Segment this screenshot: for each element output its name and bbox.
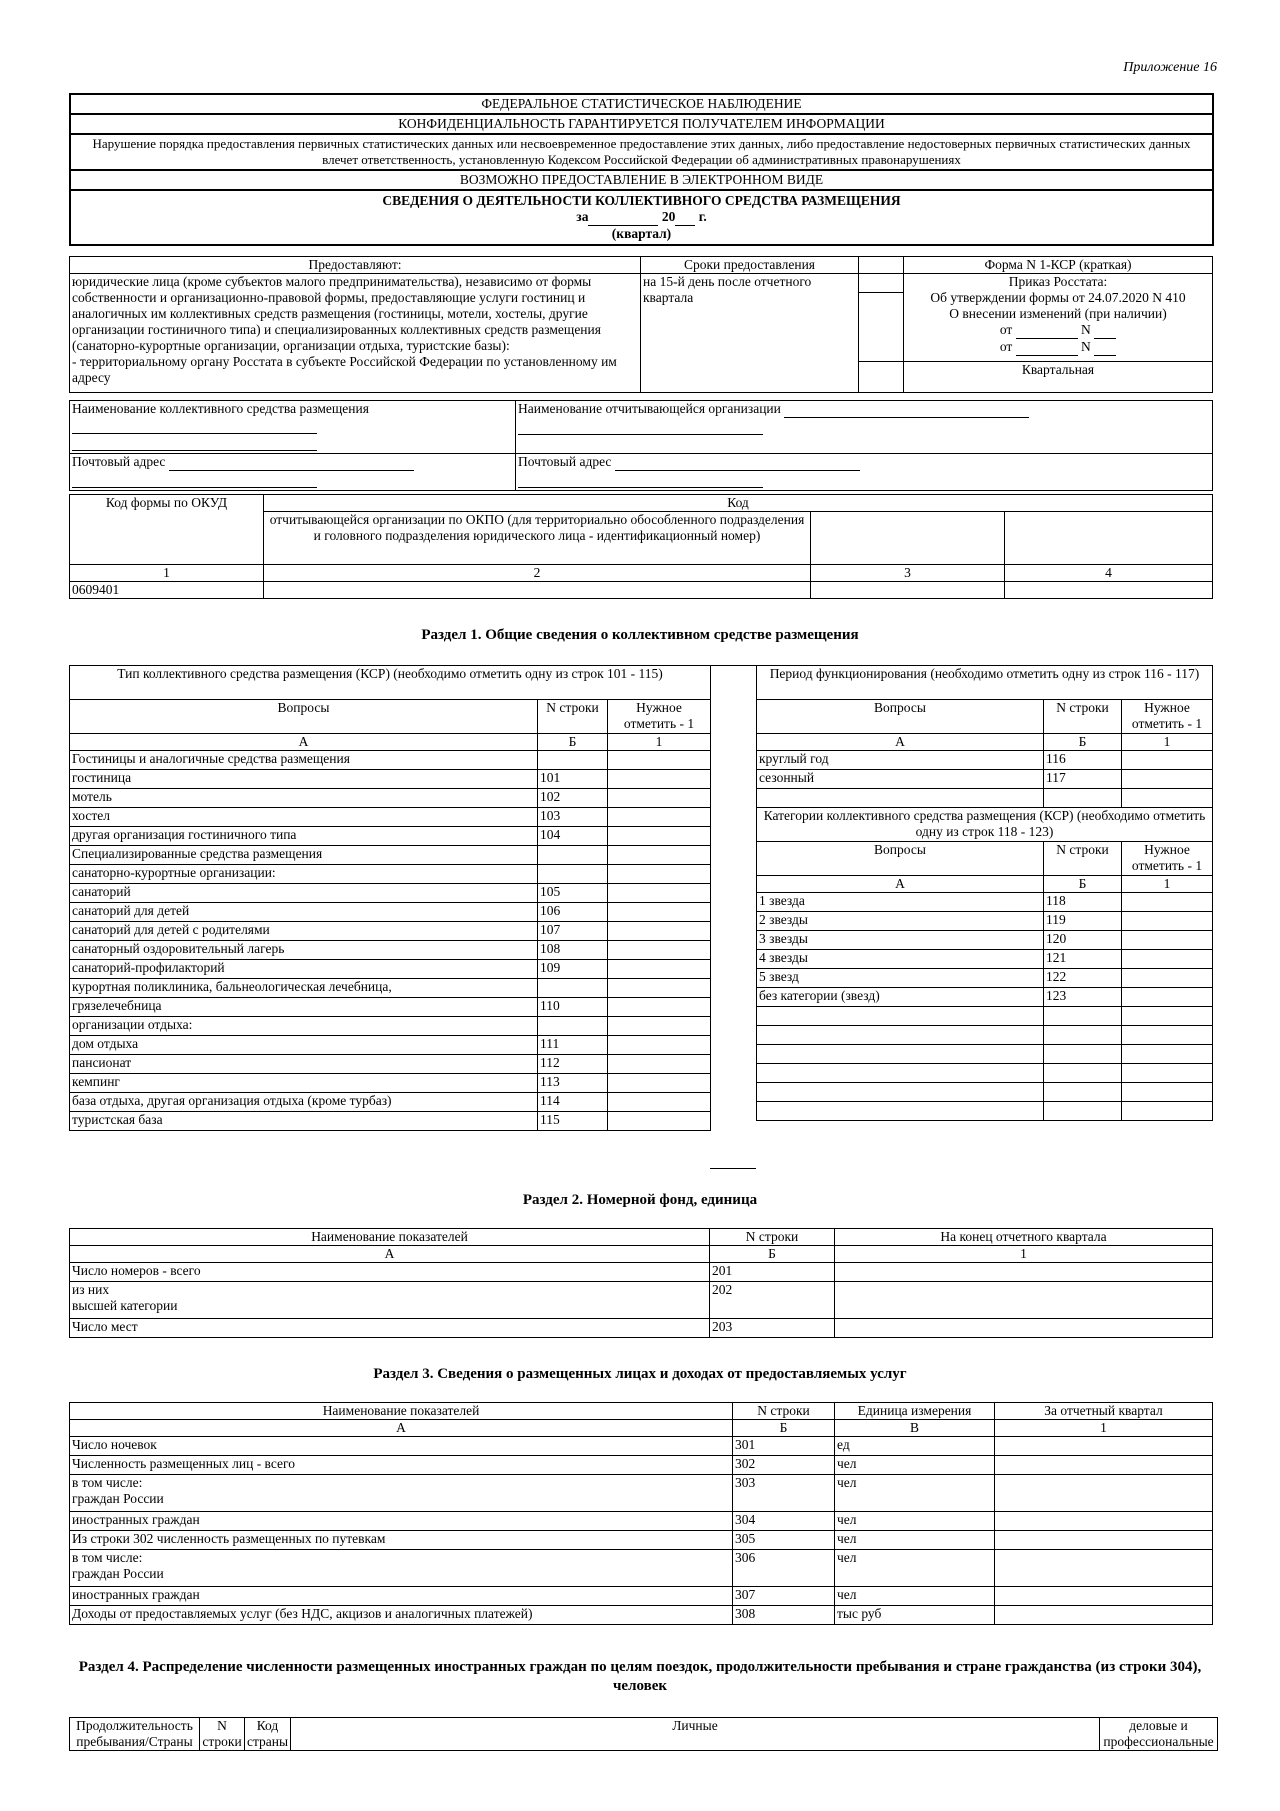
col-num: 3 — [811, 565, 1005, 582]
row-label: санаторий для детей с родителями — [70, 922, 538, 941]
row-number: 109 — [538, 960, 608, 979]
period-note: (квартал) — [611, 226, 672, 241]
col-mark: Нужное отметить - 1 — [1122, 842, 1213, 876]
mark-input[interactable] — [1122, 988, 1213, 1007]
table-row — [70, 1512, 1213, 1531]
col-business: деловые и профессиональные — [1100, 1718, 1218, 1751]
code-head: Код — [264, 495, 1213, 512]
row-label: другая организация гостиничного типа — [70, 827, 538, 846]
okpo-head: отчитывающейся организации по ОКПО (для территориально обособленного подразделения и головного подразделения юридического лица - идентификационный номер) — [264, 512, 811, 565]
mark-input[interactable] — [1122, 912, 1213, 931]
form-title-text: СВЕДЕНИЯ О ДЕЯТЕЛЬНОСТИ КОЛЛЕКТИВНОГО СРЕДСТВА РАЗМЕЩЕНИЯ — [382, 193, 901, 208]
row-number: 103 — [538, 808, 608, 827]
mark-input[interactable] — [608, 1093, 711, 1112]
table-row — [70, 1282, 1213, 1319]
mark-input[interactable] — [608, 903, 711, 922]
header-line2: КОНФИДЕНЦИАЛЬНОСТЬ ГАРАНТИРУЕТСЯ ПОЛУЧАТЕЛЕМ ИНФОРМАЦИИ — [70, 114, 1213, 134]
letter-1: 1 — [1122, 734, 1213, 751]
table-row — [70, 1093, 711, 1112]
letter-1: 1 — [835, 1246, 1213, 1263]
col-name: Наименование показателей — [70, 1403, 733, 1420]
value-input[interactable] — [995, 1437, 1213, 1456]
mark-input[interactable] — [1122, 931, 1213, 950]
row-label: гостиница — [70, 770, 538, 789]
table-row — [757, 969, 1213, 988]
row-number — [538, 865, 608, 884]
col-value: За отчетный квартал — [995, 1403, 1213, 1420]
code-input-3[interactable] — [811, 582, 1005, 599]
row-number — [538, 846, 608, 865]
table-row — [70, 1319, 1213, 1338]
row-number: 116 — [1044, 751, 1122, 770]
row-number: 108 — [538, 941, 608, 960]
section3-title: Раздел 3. Сведения о размещенных лицах и доходах от предоставляемых услуг — [373, 1366, 907, 1382]
organization-table — [69, 400, 1213, 491]
header-line1: ФЕДЕРАЛЬНОЕ СТАТИСТИЧЕСКОЕ НАБЛЮДЕНИЕ — [70, 94, 1213, 114]
letter-a: А — [757, 876, 1044, 893]
letter-a: А — [70, 1420, 733, 1437]
section1-title: Раздел 1. Общие сведения о коллективном средстве размещения — [421, 627, 859, 643]
table-row — [70, 884, 711, 903]
letter-b: Б — [733, 1420, 835, 1437]
letter-a: А — [70, 1246, 710, 1263]
mark-input[interactable] — [1122, 751, 1213, 770]
row-number: 122 — [1044, 969, 1122, 988]
table-row — [70, 1437, 1213, 1456]
deadline-head: Сроки предоставления — [641, 257, 859, 274]
table-row — [70, 941, 711, 960]
value-input[interactable] — [995, 1550, 1213, 1587]
organization-name-field[interactable]: Наименование отчитывающейся организации — [516, 401, 1213, 454]
mark-input[interactable] — [608, 941, 711, 960]
mark-input[interactable] — [608, 1036, 711, 1055]
row-number: 104 — [538, 827, 608, 846]
row-unit: чел — [835, 1587, 995, 1606]
header-electronic: ВОЗМОЖНО ПРЕДОСТАВЛЕНИЕ В ЭЛЕКТРОННОМ ВИДЕ — [70, 170, 1213, 190]
table-row — [70, 846, 711, 865]
approval-order: Приказ Росстата: Об утверждении формы от 24.07.2020 N 410 О внесении изменений (при наличии) от N от N — [904, 274, 1213, 362]
value-input[interactable] — [835, 1263, 1213, 1282]
row-unit: тыс руб — [835, 1606, 995, 1625]
letter-a: А — [757, 734, 1044, 751]
appendix-label: Приложение 16 — [1123, 60, 1217, 75]
row-label: 2 звезды — [757, 912, 1044, 931]
mark-input[interactable] — [608, 846, 711, 865]
row-number: 306 — [733, 1550, 835, 1587]
col-num: 1 — [70, 565, 264, 582]
row-label: иностранных граждан — [70, 1512, 733, 1531]
table-row — [757, 893, 1213, 912]
col-num: 2 — [264, 565, 811, 582]
col-value: На конец отчетного квартала — [835, 1229, 1213, 1246]
col-row-number: N строки — [1044, 700, 1122, 734]
value-input[interactable] — [995, 1512, 1213, 1531]
letter-b: Б — [710, 1246, 835, 1263]
row-label: 1 звезда — [757, 893, 1044, 912]
row-number: 203 — [710, 1319, 835, 1338]
row-number: 118 — [1044, 893, 1122, 912]
letter-b: Б — [1044, 734, 1122, 751]
mark-input[interactable] — [608, 1074, 711, 1093]
row-label: дом отдыха — [70, 1036, 538, 1055]
form-number: Форма N 1-КСР (краткая) — [904, 257, 1213, 274]
code-input-4[interactable] — [1005, 582, 1213, 599]
table-row — [70, 1587, 1213, 1606]
row-label: Специализированные средства размещения — [70, 846, 538, 865]
col-row-number: N строки — [1044, 842, 1122, 876]
value-input[interactable] — [995, 1587, 1213, 1606]
table-row — [757, 988, 1213, 1007]
mark-input[interactable] — [608, 827, 711, 846]
row-number: 114 — [538, 1093, 608, 1112]
mark-input[interactable] — [608, 1055, 711, 1074]
row-label: санаторий-профилакторий — [70, 960, 538, 979]
table-row — [70, 903, 711, 922]
col-num: 4 — [1005, 565, 1213, 582]
codes-table — [69, 494, 1213, 599]
col-name: Наименование показателей — [70, 1229, 710, 1246]
table-row — [70, 960, 711, 979]
row-number: 106 — [538, 903, 608, 922]
section1-right-table — [756, 665, 1213, 1121]
table-row — [70, 789, 711, 808]
row-number — [538, 1017, 608, 1036]
period-head: Период функционирования (необходимо отметить одну из строк 116 - 117) — [757, 666, 1213, 700]
row-number: 110 — [538, 998, 608, 1017]
section2-title: Раздел 2. Номерной фонд, единица — [522, 1192, 758, 1208]
row-unit: чел — [835, 1456, 995, 1475]
row-number: 304 — [733, 1512, 835, 1531]
value-input[interactable] — [995, 1456, 1213, 1475]
row-unit: чел — [835, 1531, 995, 1550]
col-questions: Вопросы — [757, 700, 1044, 734]
table-row — [70, 1606, 1213, 1625]
table-row — [70, 1017, 711, 1036]
table-row — [757, 770, 1213, 789]
row-label: в том числе: граждан России — [70, 1550, 733, 1587]
table-row — [70, 751, 711, 770]
row-label: кемпинг — [70, 1074, 538, 1093]
table-row — [70, 979, 711, 998]
col-questions: Вопросы — [70, 700, 538, 734]
row-label: санаторий — [70, 884, 538, 903]
section3-table — [69, 1402, 1213, 1625]
row-label: в том числе: граждан России — [70, 1475, 733, 1512]
row-label: пансионат — [70, 1055, 538, 1074]
row-number: 202 — [710, 1282, 835, 1319]
row-label: сезонный — [757, 770, 1044, 789]
table-row — [70, 1531, 1213, 1550]
section2-table — [69, 1228, 1213, 1338]
row-label: Число ночевок — [70, 1437, 733, 1456]
col-mark: Нужное отметить - 1 — [1122, 700, 1213, 734]
col-unit: Единица измерения — [835, 1403, 995, 1420]
row-label: 3 звезды — [757, 931, 1044, 950]
row-unit: чел — [835, 1550, 995, 1587]
mark-input[interactable] — [1122, 893, 1213, 912]
row-number: 305 — [733, 1531, 835, 1550]
table-row — [70, 1074, 711, 1093]
mark-input[interactable] — [608, 1112, 711, 1131]
col-row-number: N строки — [710, 1229, 835, 1246]
row-number: 117 — [1044, 770, 1122, 789]
category-head: Категории коллективного средства размещения (КСР) (необходимо отметить одну из строк 118 - 123) — [757, 808, 1213, 842]
col-row-number: N строки — [538, 700, 608, 734]
row-number: 307 — [733, 1587, 835, 1606]
col-questions: Вопросы — [757, 842, 1044, 876]
row-label: грязелечебница — [70, 998, 538, 1017]
row-label: Доходы от предоставляемых услуг (без НДС, акцизов и аналогичных платежей) — [70, 1606, 733, 1625]
mark-input[interactable] — [608, 1017, 711, 1036]
mark-input[interactable] — [608, 808, 711, 827]
row-label: Число номеров - всего — [70, 1263, 710, 1282]
row-label: круглый год — [757, 751, 1044, 770]
table-row — [70, 827, 711, 846]
report-period: за 20 г. — [576, 209, 707, 224]
row-label: курортная поликлиника, бальнеологическая лечебница, — [70, 979, 538, 998]
row-label: из них высшей категории — [70, 1282, 710, 1319]
row-label: организации отдыха: — [70, 1017, 538, 1036]
mark-input[interactable] — [1122, 770, 1213, 789]
mark-input[interactable] — [1122, 969, 1213, 988]
value-input[interactable] — [995, 1606, 1213, 1625]
letter-b: Б — [538, 734, 608, 751]
row-number: 120 — [1044, 931, 1122, 950]
organization-address-field[interactable]: Почтовый адрес — [516, 454, 1213, 491]
okud-value: 0609401 — [70, 582, 264, 599]
row-number: 301 — [733, 1437, 835, 1456]
row-unit: ед — [835, 1437, 995, 1456]
mark-input[interactable] — [608, 979, 711, 998]
mark-input[interactable] — [608, 751, 711, 770]
table-row — [70, 1112, 711, 1131]
header-warning: Нарушение порядка предоставления первичных статистических данных или несвоевременное предоставление этих данных, либо предоставление недостоверных первичных статистических данных влечет ответственность, установленную Кодексом Российской Федерации об административных правонарушениях — [70, 134, 1213, 170]
row-number: 121 — [1044, 950, 1122, 969]
row-number: 302 — [733, 1456, 835, 1475]
table-row — [70, 1036, 711, 1055]
row-label: 4 звезды — [757, 950, 1044, 969]
row-number: 101 — [538, 770, 608, 789]
accommodation-name-field[interactable]: Наименование коллективного средства размещения — [70, 401, 516, 454]
row-label: без категории (звезд) — [757, 988, 1044, 1007]
row-label: санаторий для детей — [70, 903, 538, 922]
row-label: Из строки 302 численность размещенных по путевкам — [70, 1531, 733, 1550]
mark-input[interactable] — [608, 884, 711, 903]
row-label: иностранных граждан — [70, 1587, 733, 1606]
deadline-text: на 15-й день после отчетного квартала — [641, 274, 859, 393]
section1-gap-column — [710, 665, 756, 1169]
letter-a: А — [70, 734, 538, 751]
row-number: 111 — [538, 1036, 608, 1055]
col-duration: Продолжительность пребывания/Страны — [70, 1718, 200, 1751]
col-row-number: N строки — [200, 1718, 245, 1751]
section4-table — [69, 1717, 1218, 1751]
table-row — [70, 998, 711, 1017]
table-row — [70, 1456, 1213, 1475]
mark-input[interactable] — [608, 960, 711, 979]
row-label: база отдыха, другая организация отдыха (кроме турбаз) — [70, 1093, 538, 1112]
table-row — [70, 865, 711, 884]
letter-1: 1 — [608, 734, 711, 751]
row-number: 102 — [538, 789, 608, 808]
row-label: санаторно-курортные организации: — [70, 865, 538, 884]
row-number: 107 — [538, 922, 608, 941]
row-number: 113 — [538, 1074, 608, 1093]
form-header — [69, 93, 1214, 246]
table-row — [70, 770, 711, 789]
value-input[interactable] — [835, 1282, 1213, 1319]
form-title — [70, 190, 1213, 245]
col-country-code: Код страны — [245, 1718, 291, 1751]
table-row — [757, 751, 1213, 770]
row-number: 105 — [538, 884, 608, 903]
row-label: Гостиницы и аналогичные средства размещения — [70, 751, 538, 770]
mark-input[interactable] — [608, 770, 711, 789]
row-number: 112 — [538, 1055, 608, 1074]
row-label: санаторный оздоровительный лагерь — [70, 941, 538, 960]
table-row — [70, 1550, 1213, 1587]
row-label: мотель — [70, 789, 538, 808]
table-row — [70, 1055, 711, 1074]
mark-input[interactable] — [1122, 950, 1213, 969]
letter-v: В — [835, 1420, 995, 1437]
value-input[interactable] — [835, 1319, 1213, 1338]
mark-input[interactable] — [608, 998, 711, 1017]
row-label: 5 звезд — [757, 969, 1044, 988]
row-label: Численность размещенных лиц - всего — [70, 1456, 733, 1475]
col-personal: Личные — [291, 1718, 1100, 1751]
row-label: хостел — [70, 808, 538, 827]
row-number: 123 — [1044, 988, 1122, 1007]
mark-input[interactable] — [608, 922, 711, 941]
row-number — [538, 751, 608, 770]
row-number: 115 — [538, 1112, 608, 1131]
section4-title: Раздел 4. Распределение численности размещенных иностранных граждан по целям поездок, продолжительности пребывания и стране гражданства (из строки 304), человек — [78, 1659, 1202, 1694]
ksr-type-head: Тип коллективного средства размещения (КСР) (необходимо отметить одну из строк 101 - 115) — [70, 666, 711, 700]
table-row — [70, 1475, 1213, 1512]
row-label: Число мест — [70, 1319, 710, 1338]
value-input[interactable] — [995, 1475, 1213, 1512]
letter-1: 1 — [995, 1420, 1213, 1437]
periodicity: Квартальная — [904, 362, 1213, 393]
mark-input[interactable] — [608, 789, 711, 808]
okud-head: Код формы по ОКУД — [70, 495, 264, 565]
row-number: 119 — [1044, 912, 1122, 931]
row-unit: чел — [835, 1512, 995, 1531]
submitters-text: юридические лица (кроме субъектов малого предпринимательства), независимо от формы собственности и организационно-правовой формы, предоставляющие услуги гостиниц и аналогичных им коллективных средств размещения (гостиницы, мотели, хостелы, другие организации гостиничного типа) и специализированных коллективных средств размещения (санаторно-курортные организации, организации отдыха, туристские базы): - территориальному органу Росстата в субъекте Российской Федерации по установленному им адресу — [70, 274, 641, 393]
table-row — [757, 931, 1213, 950]
table-row — [70, 922, 711, 941]
submitters-head: Предоставляют: — [70, 257, 641, 274]
value-input[interactable] — [995, 1531, 1213, 1550]
accommodation-address-field[interactable]: Почтовый адрес — [70, 454, 516, 491]
row-number: 201 — [710, 1263, 835, 1282]
row-number: 308 — [733, 1606, 835, 1625]
col-mark: Нужное отметить - 1 — [608, 700, 711, 734]
row-number: 303 — [733, 1475, 835, 1512]
table-row — [70, 808, 711, 827]
table-row — [757, 912, 1213, 931]
row-number — [538, 979, 608, 998]
table-row — [757, 950, 1213, 969]
row-unit: чел — [835, 1475, 995, 1512]
letter-b: Б — [1044, 876, 1122, 893]
submission-table — [69, 256, 1213, 393]
okpo-input[interactable] — [264, 582, 811, 599]
section1-left-table — [69, 665, 711, 1131]
col-row-number: N строки — [733, 1403, 835, 1420]
row-label: туристская база — [70, 1112, 538, 1131]
letter-1: 1 — [1122, 876, 1213, 893]
mark-input[interactable] — [608, 865, 711, 884]
table-row — [70, 1263, 1213, 1282]
